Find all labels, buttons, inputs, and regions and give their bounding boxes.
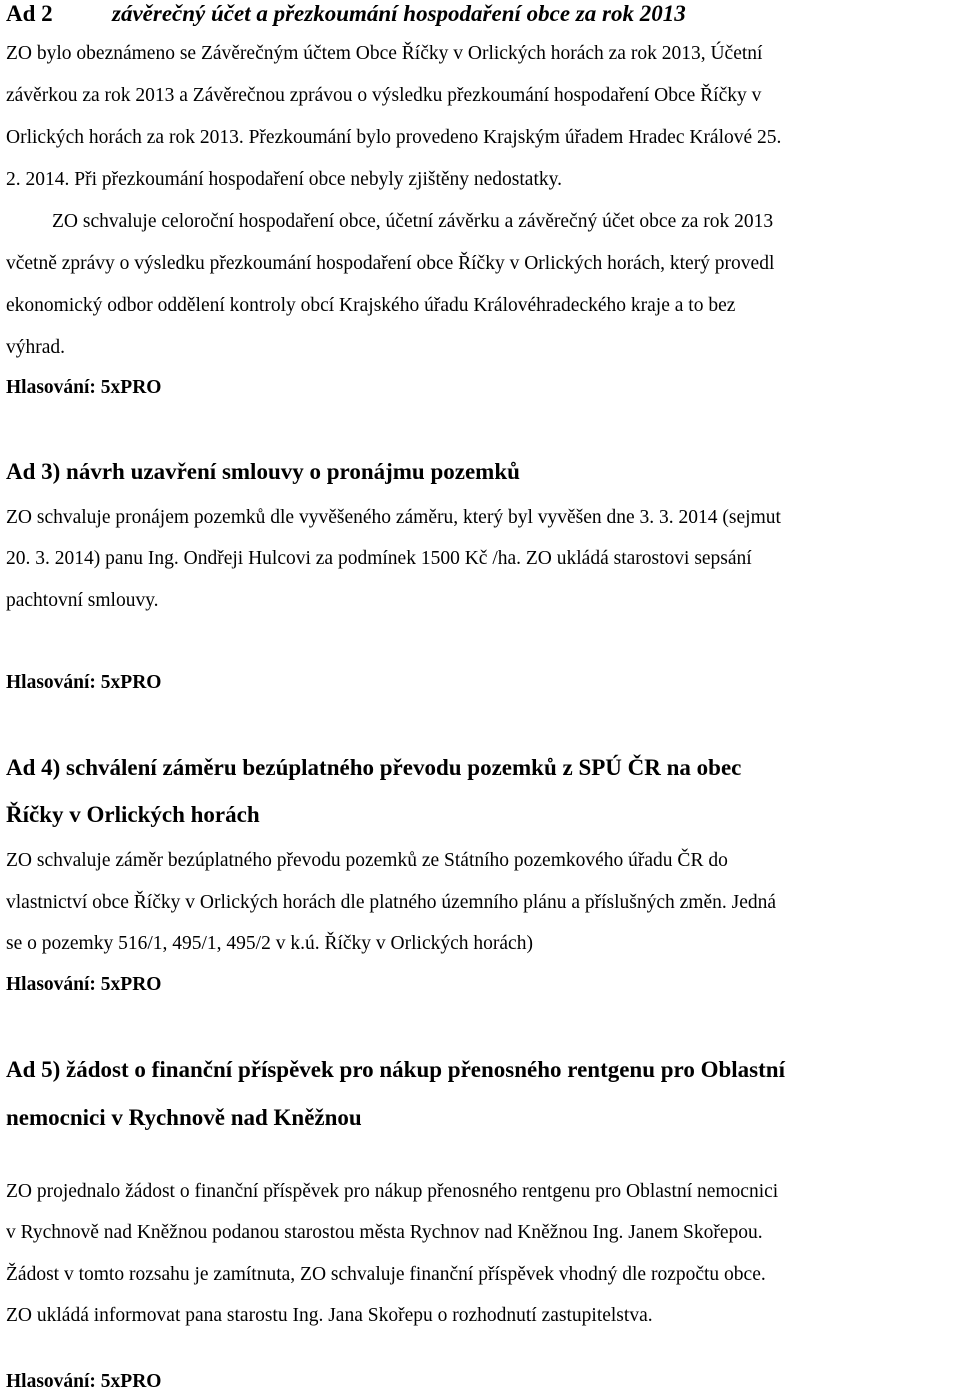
- section-2-vote: Hlasování: 5xPRO: [6, 377, 162, 398]
- section-3-vote: Hlasování: 5xPRO: [6, 672, 162, 693]
- section-2-number: Ad 2: [6, 1, 53, 26]
- section-3-line-3: pachtovní smlouvy.: [6, 590, 159, 611]
- section-2-title: závěrečný účet a přezkoumání hospodaření obce za rok 2013: [112, 1, 686, 26]
- section-2-line-5: ZO schvaluje celoroční hospodaření obce, účetní závěrku a závěrečný účet obce za rok 2013: [52, 211, 774, 232]
- section-5-line-3: Žádost v tomto rozsahu je zamítnuta, ZO schvaluje finanční příspěvek vhodný dle rozpočtu obce.: [6, 1264, 766, 1285]
- section-4-heading-line-1: Ad 4) schválení záměru bezúplatného převodu pozemků z SPÚ ČR na obec: [6, 755, 742, 780]
- section-5-line-1: ZO projednalo žádost o finanční příspěvek pro nákup přenosného rentgenu pro Oblastní nemocnici: [6, 1181, 779, 1202]
- section-2-line-3: Orlických horách za rok 2013. Přezkoumání bylo provedeno Krajským úřadem Hradec Králové 25.: [6, 127, 782, 148]
- section-5-heading-line-1: Ad 5) žádost o finanční příspěvek pro nákup přenosného rentgenu pro Oblastní: [6, 1057, 785, 1082]
- section-2-heading: [6, 0, 686, 28]
- section-2-line-2: závěrkou za rok 2013 a Závěrečnou zprávou o výsledku přezkoumání hospodaření Obce Říčky v: [6, 85, 762, 106]
- section-2-line-4: 2. 2014. Při přezkoumání hospodaření obce nebyly zjištěny nedostatky.: [6, 169, 562, 190]
- section-5-line-4: ZO ukládá informovat pana starostu Ing. Jana Skořepu o rozhodnutí zastupitelstva.: [6, 1305, 653, 1326]
- section-4-line-3: se o pozemky 516/1, 495/1, 495/2 v k.ú. Říčky v Orlických horách): [6, 933, 533, 954]
- section-5-vote: Hlasování: 5xPRO: [6, 1371, 162, 1392]
- section-2-line-7: ekonomický odbor oddělení kontroly obcí Krajského úřadu Královéhradeckého kraje a to bez: [6, 295, 736, 316]
- section-2-line-1: ZO bylo obeznámeno se Závěrečným účtem Obce Říčky v Orlických horách za rok 2013, Účetní: [6, 43, 763, 64]
- section-3-line-2: 20. 3. 2014) panu Ing. Ondřeji Hulcovi za podmínek 1500 Kč /ha. ZO ukládá starostovi sepsání: [6, 548, 752, 569]
- section-5-line-2: v Rychnově nad Kněžnou podanou starostou města Rychnov nad Kněžnou Ing. Janem Skořepou.: [6, 1222, 763, 1243]
- section-3-line-1: ZO schvaluje pronájem pozemků dle vyvěšeného záměru, který byl vyvěšen dne 3. 3. 2014 (sejmut: [6, 507, 781, 528]
- section-4-heading-line-2: Říčky v Orlických horách: [6, 802, 260, 827]
- section-4-line-1: ZO schvaluje záměr bezúplatného převodu pozemků ze Státního pozemkového úřadu ČR do: [6, 850, 728, 871]
- section-4-vote: Hlasování: 5xPRO: [6, 974, 162, 995]
- section-2-line-6: včetně zprávy o výsledku přezkoumání hospodaření obce Říčky v Orlických horách, který provedl: [6, 253, 775, 274]
- section-2-line-8: výhrad.: [6, 337, 66, 358]
- section-4-line-2: vlastnictví obce Říčky v Orlických horách dle platného územního plánu a příslušných změn. Jedná: [6, 892, 777, 913]
- section-5-heading-line-2: nemocnici v Rychnově nad Kněžnou: [6, 1105, 362, 1130]
- section-3-heading: Ad 3) návrh uzavření smlouvy o pronájmu pozemků: [6, 459, 520, 484]
